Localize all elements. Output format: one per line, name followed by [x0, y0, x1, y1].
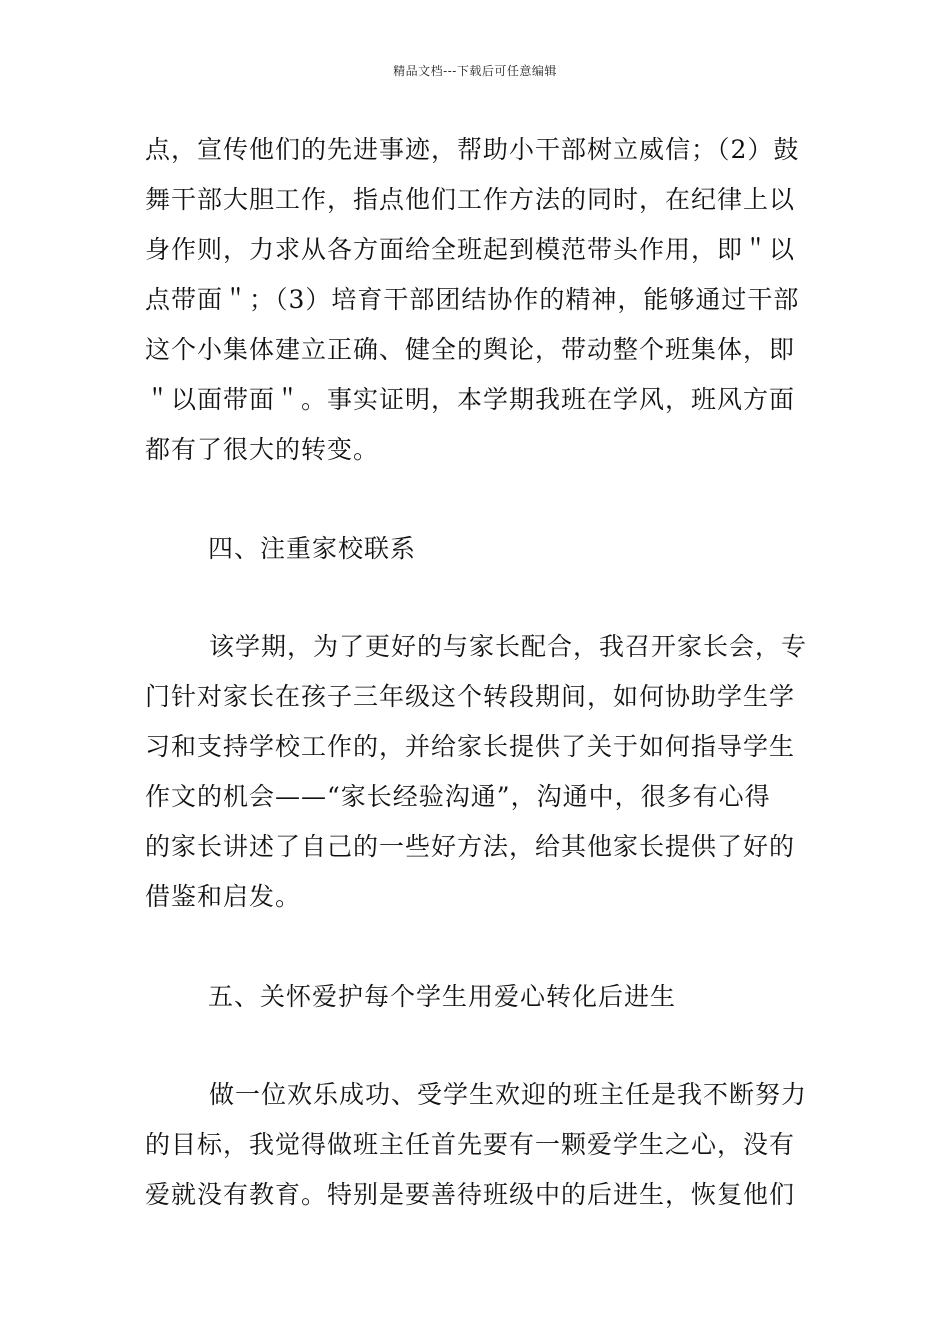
text-line: ＂以面带面＂。事实证明，本学期我班在学风，班风方面: [145, 385, 796, 414]
text-line: 习和支持学校工作的，并给家长提供了关于如何指导学生: [145, 732, 796, 761]
text-line: 借鉴和启发。: [145, 882, 302, 911]
text-line: 的家长讲述了自己的一些好方法，给其他家长提供了好的: [145, 832, 796, 861]
paragraph-section-4: [145, 622, 810, 922]
paragraph-1: [145, 125, 810, 475]
text-line: 作文的机会——“家长经验沟通”，沟通中，很多有心得: [145, 782, 771, 811]
section-heading-5: 五、关怀爱护每个学生用爱心转化后进生: [208, 982, 677, 1011]
text-line: 点，宣传他们的先进事迹，帮助小干部树立威信；（2）鼓: [145, 135, 800, 164]
text-line: 门针对家长在孩子三年级这个转段期间，如何协助学生学: [145, 682, 796, 711]
page-header: 精品文档---下载后可任意编辑: [393, 64, 557, 78]
text-line: 该学期，为了更好的与家长配合，我召开家长会，专: [209, 632, 808, 661]
text-line: 的目标，我觉得做班主任首先要有一颗爱学生之心，没有: [145, 1130, 796, 1159]
text-line: 点带面＂；（3）培育干部团结协作的精神，能够通过干部: [145, 285, 800, 314]
text-line: 身作则，力求从各方面给全班起到模范带头作用，即＂以: [145, 235, 796, 264]
text-line: 爱就没有教育。特别是要善待班级中的后进生，恢复他们: [145, 1180, 796, 1209]
paragraph-section-5: [145, 1070, 810, 1220]
text-line: 做一位欢乐成功、受学生欢迎的班主任是我不断努力: [209, 1080, 808, 1109]
text-line: 这个小集体建立正确、健全的舆论，带动整个班集体，即: [145, 335, 796, 364]
text-line: 舞干部大胆工作，指点他们工作方法的同时，在纪律上以: [145, 185, 796, 214]
text-line: 都有了很大的转变。: [145, 435, 380, 464]
section-heading-4: 四、注重家校联系: [208, 534, 417, 563]
